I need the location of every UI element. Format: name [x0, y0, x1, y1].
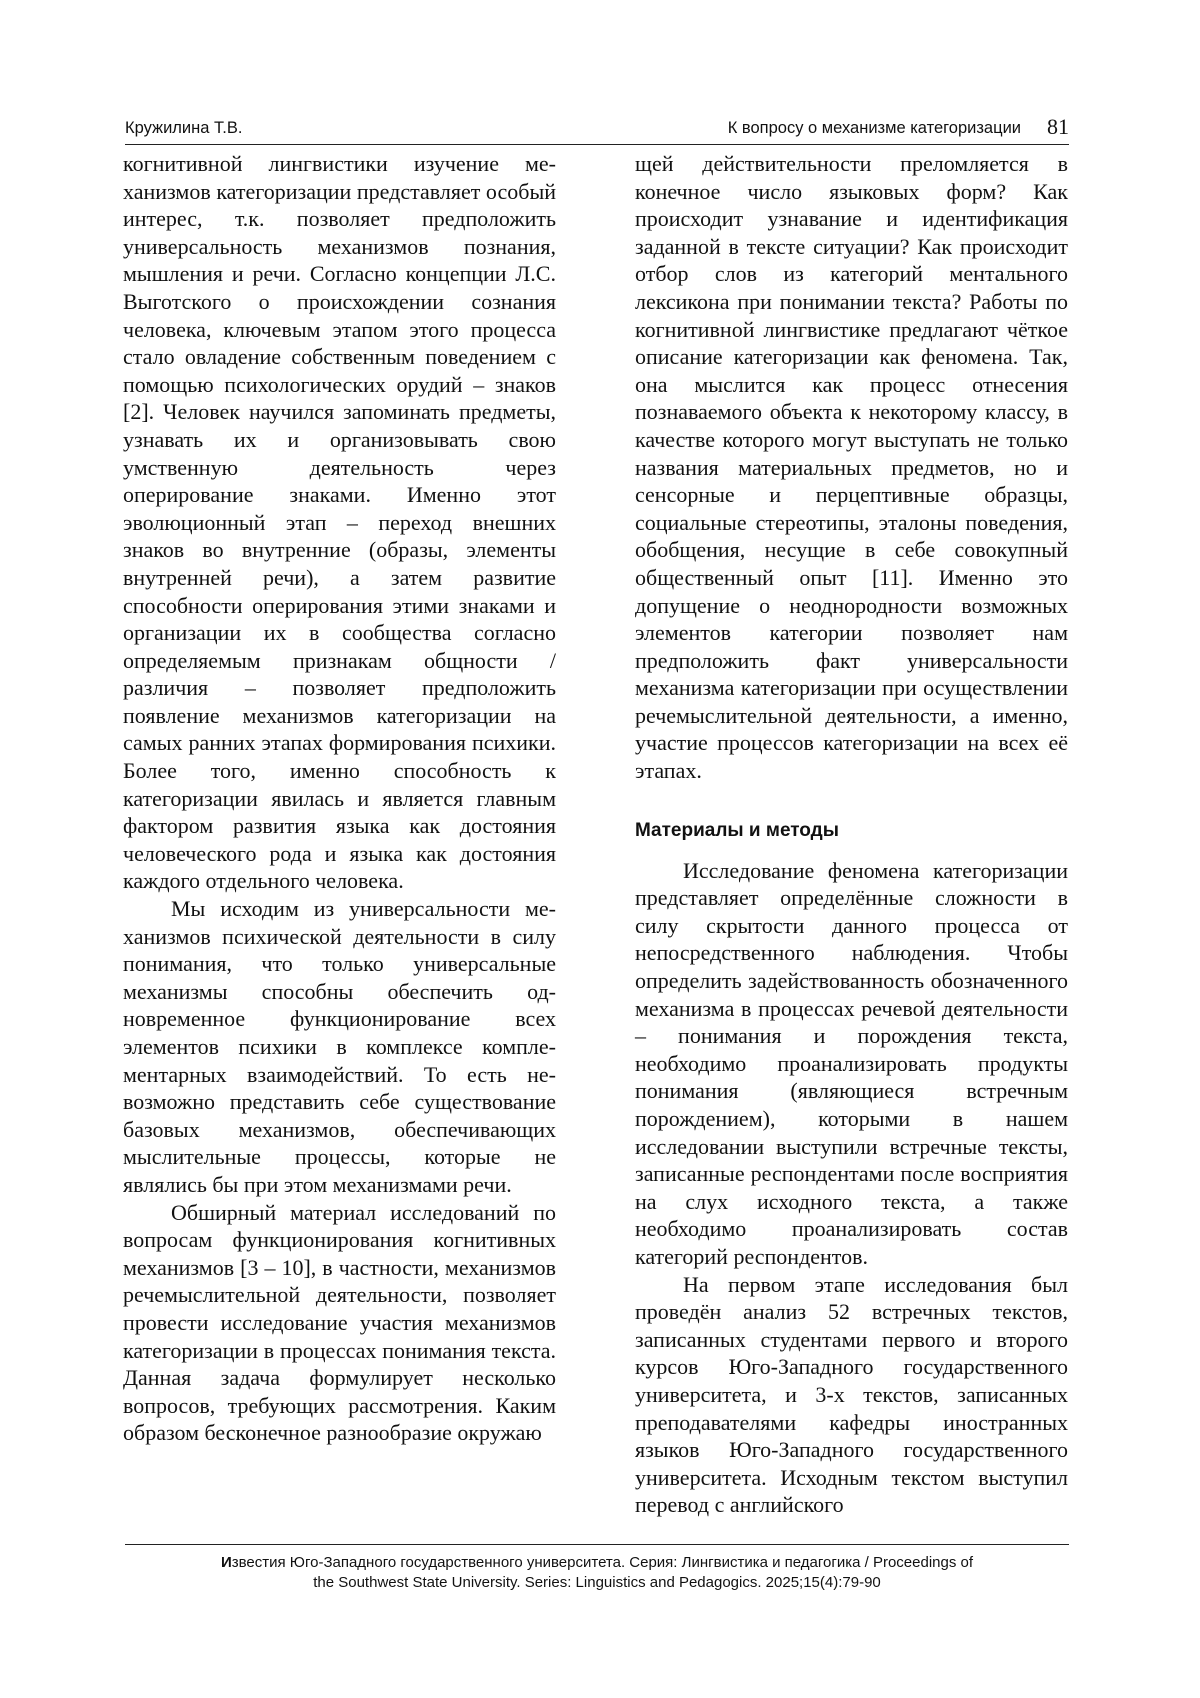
left-paragraph-2: Мы исходим из универсальности механизмов психической деятельности в силу понимания, что только универсальные механизмы способны обеспечить одновременное функционирование всех элементов психики в комплексе комплементарных взаимодействий. То есть невозможно представить себе существование базовых механизмов, обеспечивающих мыслительные процессы, которые не являлись бы при этом механизмами речи.	[123, 896, 556, 1197]
right-paragraph-3: На первом этапе исследования был проведён анализ 52 встречных текстов, записанных студентами первого и второго курсов Юго-Западного государственного университета, и 3-х текстов, записанных преподавателями кафедры иностранных языков Юго-Западного государственного университета. Исходным текстом выступил перевод с английского	[635, 1271, 1068, 1518]
footer-line-1-text: звестия Юго-Западного государственного университета. Серия: Лингвистика и педагогика / Proceedings of	[231, 1554, 974, 1571]
left-paragraph-3: Обширный материал исследований по вопросам функционирования когнитивных механизмов [3 – 10], в частности, механизмов речемыслительной деятельности, позволяет провести исследование участия механизмов категоризации в процессах понимания текста. Данная задача формулирует несколько вопросов, требующих рассмотрения. Каким образом бесконечное разнообразие окружаю	[123, 1199, 556, 1446]
running-header	[125, 114, 1069, 145]
right-paragraph-2: Исследование феномена категоризации представляет определённые сложности в силу скрытости данного процесса от непосредственного наблюдения. Чтобы определить задействованность обозначенного механизма в процессах речевой деятельности – понимания и порождения текста, необходимо проанализировать продукты понимания (являющиеся встречным порождением), которыми в нашем исследовании выступили встречные тексты, записанные респондентами после восприятия на слух исходного текста, а также необходимо проанализировать состав категорий респондентов.	[635, 857, 1068, 1269]
header-author: Кружилина Т.В.	[125, 119, 243, 137]
header-running-title: К вопросу о механизме категоризации	[727, 119, 1021, 137]
journal-footer	[125, 1544, 1069, 1593]
footer-initial: И	[220, 1554, 232, 1571]
left-column	[123, 150, 556, 1447]
footer-line-1	[125, 1553, 1069, 1573]
section-heading: Материалы и методы	[635, 819, 839, 841]
right-column	[635, 150, 1068, 1519]
right-paragraph-1: щей действительности преломляется в конечное число языковых форм? Как происходит узнавание и идентификация заданной в тексте ситуации? Как происходит отбор слов из категорий ментального лексикона при понимании текста? Работы по когнитивной лингвистике предлагают чёткое описание категоризации как феномена. Так, она мыслится как процесс отнесения познаваемого объекта к некоторому классу, в качестве которого могут выступать не только названия материальных предметов, но и сенсорные и перцептивные образцы, социальные стереотипы, эталоны поведения, обобщения, несущие в себе совокупный общественный опыт [11]. Именно это допущение о неоднородности возможных элементов категории позволяет нам предположить факт универсальности механизма категоризации при осуществлении речемыслительной деятельности, а именно, участие процессов категоризации на всех её этапах.	[635, 151, 1068, 784]
footer-line-2: the Southwest State University. Series: Linguistics and Pedagogics. 2025;15(4):79-90	[313, 1574, 881, 1591]
left-paragraph-1: когнитивной лингвистики изучение механизмов категоризации представляет особый интерес, т.к. позволяет предположить универсальность механизмов познания, мышления и речи. Согласно концепции Л.С. Выготского о происхождении сознания человека, ключевым этапом этого процесса стало овладение собственным поведением с помощью психологических орудий – знаков [2]. Человек научился запоминать предметы, узнавать их и организовывать свою умственную деятельность через оперирование знаками. Именно этот эволюционный этап – переход внешних знаков во внутренние (образы, элементы внутренней речи), а затем развитие способности оперирования этими знаками и организации их в сообщества согласно определяемым признакам общности / различия – позволяет предположить появление механизмов категоризации на самых ранних этапах формирования психики. Более того, именно способность к категоризации явилась и является главным фактором развития языка как достояния человеческого рода и языка как достояния каждого отдельного человека.	[123, 151, 556, 894]
page-number: 81	[1047, 114, 1069, 139]
